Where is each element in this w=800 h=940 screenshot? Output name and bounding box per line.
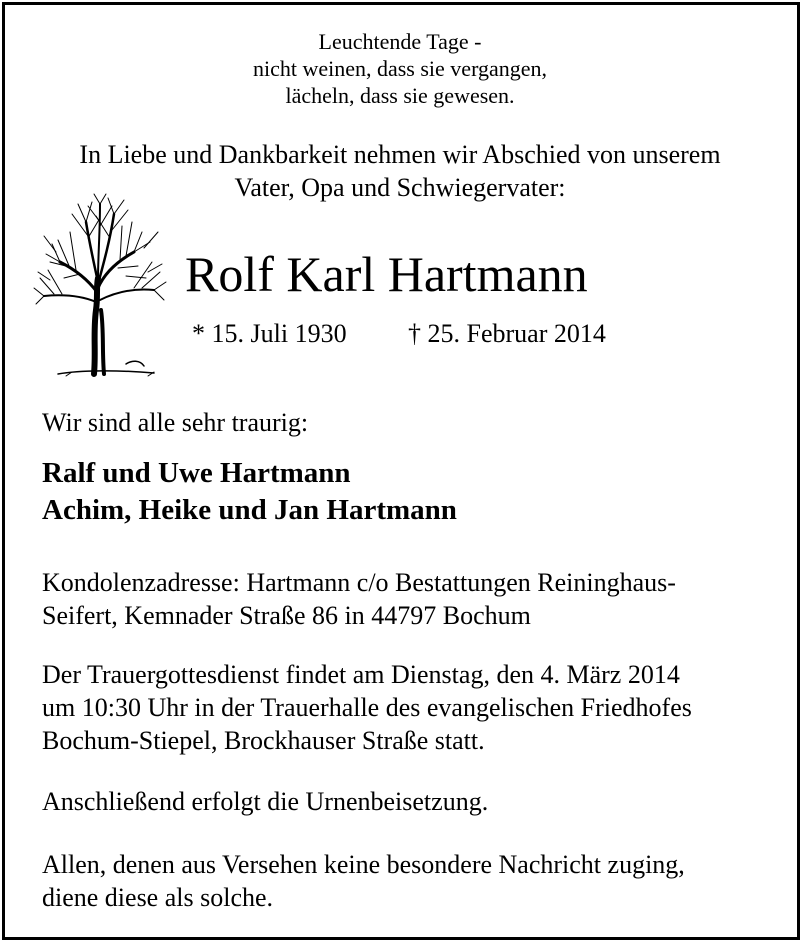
intro-line: Vater, Opa und Schwiegervater: <box>234 173 566 202</box>
notice-line: diene diese als solche. <box>42 883 274 912</box>
mourners <box>42 455 457 529</box>
death-date: † 25. Februar 2014 <box>408 319 606 348</box>
service-info <box>42 658 692 757</box>
intro-line: In Liebe und Dankbarkeit nehmen wir Abschied von unserem <box>79 140 721 169</box>
service-line: Der Trauergottesdienst findet am Dienstag, den 4. März 2014 <box>42 660 680 689</box>
deceased-name: Rolf Karl Hartmann <box>185 246 588 302</box>
condolence-line: Kondolenzadresse: Hartmann c/o Bestattungen Reininghaus- <box>42 568 676 597</box>
poem-line: lächeln, dass sie gewesen. <box>285 83 515 108</box>
service-line: um 10:30 Uhr in der Trauerhalle des evangelischen Friedhofes <box>42 693 692 722</box>
poem-line: Leuchtende Tage - <box>318 29 482 54</box>
service-line: Bochum-Stiepel, Brockhauser Straße statt. <box>42 726 485 755</box>
burial-info: Anschließend erfolgt die Urnenbeisetzung. <box>42 787 489 816</box>
condolence-line: Seifert, Kemnader Straße 86 in 44797 Bochum <box>42 601 531 630</box>
birth-date: * 15. Juli 1930 <box>192 319 347 348</box>
notice-line: Allen, denen aus Versehen keine besondere Nachricht zuging, <box>42 850 685 879</box>
mourner-line: Ralf und Uwe Hartmann <box>42 457 351 489</box>
poem-line: nicht weinen, dass sie vergangen, <box>252 56 548 81</box>
poem <box>0 28 800 109</box>
mourner-line: Achim, Heike und Jan Hartmann <box>42 494 457 526</box>
closing-notice <box>42 848 685 914</box>
condolence-address <box>42 566 676 632</box>
tree-icon <box>30 192 170 382</box>
mourning-line: Wir sind alle sehr traurig: <box>42 408 309 437</box>
